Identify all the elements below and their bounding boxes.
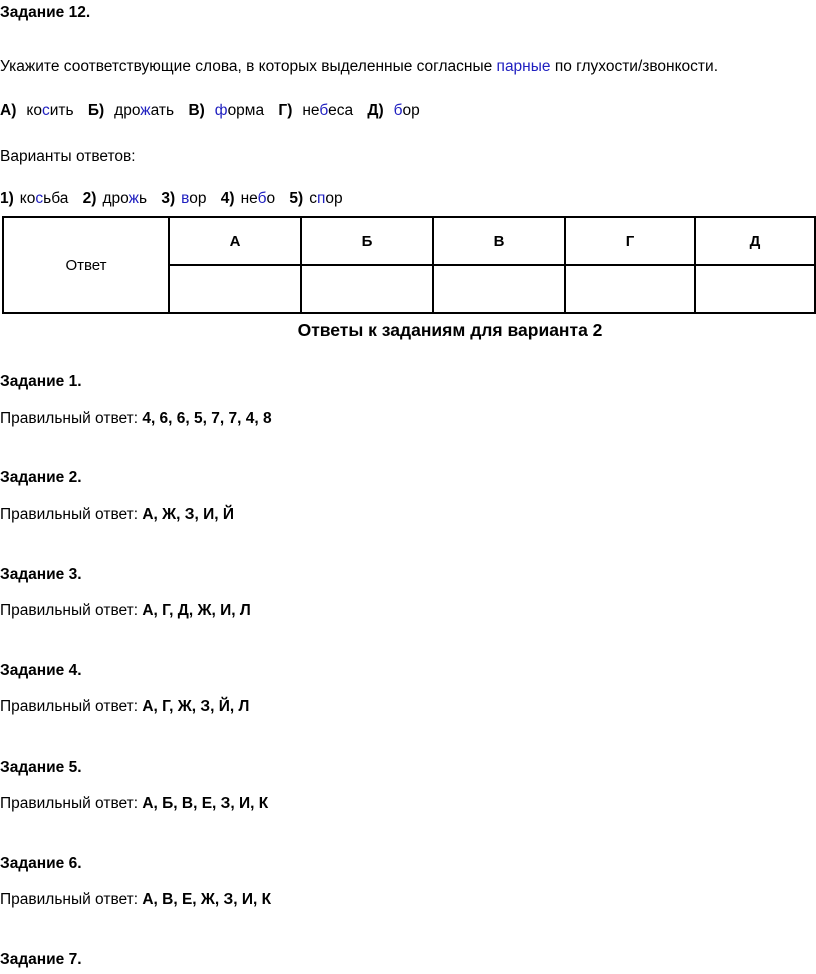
task12-options [0,102,420,120]
answer-6-line [0,891,271,909]
variant-4: 4) небо [220,190,276,207]
instruction-text-start: Укажите соответствующие слова, в которых выделенные согласные [0,58,497,75]
variant-1: 1) косьба [0,190,69,207]
answer-cell-d[interactable] [695,265,815,313]
column-header-b: Б [301,217,433,265]
answer-cell-g[interactable] [565,265,695,313]
answer-1-title: Задание 1. [0,373,82,390]
answer-6-value: А, В, Е, Ж, З, И, К [142,891,272,908]
instruction-highlight: парные [496,58,551,75]
task12-variants [0,190,343,208]
answer-2-value: А, Ж, З, И, Й [142,506,234,523]
variant-5: 5) спор [289,190,343,207]
answer-3-value: А, Г, Д, Ж, И, Л [142,602,251,619]
correct-label: Правильный ответ: [0,410,143,427]
answer-4-line [0,698,249,716]
correct-label: Правильный ответ: [0,602,143,619]
answer-row-label: Ответ [3,217,169,313]
option-v: В) форма [188,102,265,119]
column-header-a: А [169,217,301,265]
answer-cell-b[interactable] [301,265,433,313]
answer-6-title: Задание 6. [0,855,82,872]
column-header-g: Г [565,217,695,265]
variants-label: Варианты ответов: [0,148,136,165]
answer-1-line [0,410,272,428]
option-g: Г) небеса [278,102,354,119]
answer-5-line [0,795,268,813]
option-b: Б) дрожать [87,102,175,119]
correct-label: Правильный ответ: [0,891,143,908]
task12-instruction [0,58,718,76]
answer-4-value: А, Г, Ж, З, Й, Л [142,698,250,715]
variant-3: 3) вор [161,190,207,207]
answer-5-title: Задание 5. [0,759,82,776]
answer-3-title: Задание 3. [0,566,82,583]
answer-table [2,216,816,314]
option-d: Д) бор [367,102,420,119]
answer-cell-v[interactable] [433,265,565,313]
answer-2-line [0,506,234,524]
instruction-text-end: по глухости/звонкости. [550,58,718,75]
column-header-v: В [433,217,565,265]
answer-7-title: Задание 7. [0,951,82,968]
variant-2: 2) дрожь [82,190,148,207]
answer-3-line [0,602,251,620]
answer-2-title: Задание 2. [0,469,82,486]
answers-title: Ответы к заданиям для варианта 2 [297,320,603,340]
correct-label: Правильный ответ: [0,506,143,523]
answer-4-title: Задание 4. [0,662,82,679]
task12-title: Задание 12. [0,4,91,21]
column-header-d: Д [695,217,815,265]
answer-5-value: А, Б, В, Е, З, И, К [142,795,269,812]
answer-1-value: 4, 6, 6, 5, 7, 7, 4, 8 [142,410,272,427]
correct-label: Правильный ответ: [0,698,143,715]
option-a: А) косить [0,102,74,119]
answer-cell-a[interactable] [169,265,301,313]
correct-label: Правильный ответ: [0,795,143,812]
